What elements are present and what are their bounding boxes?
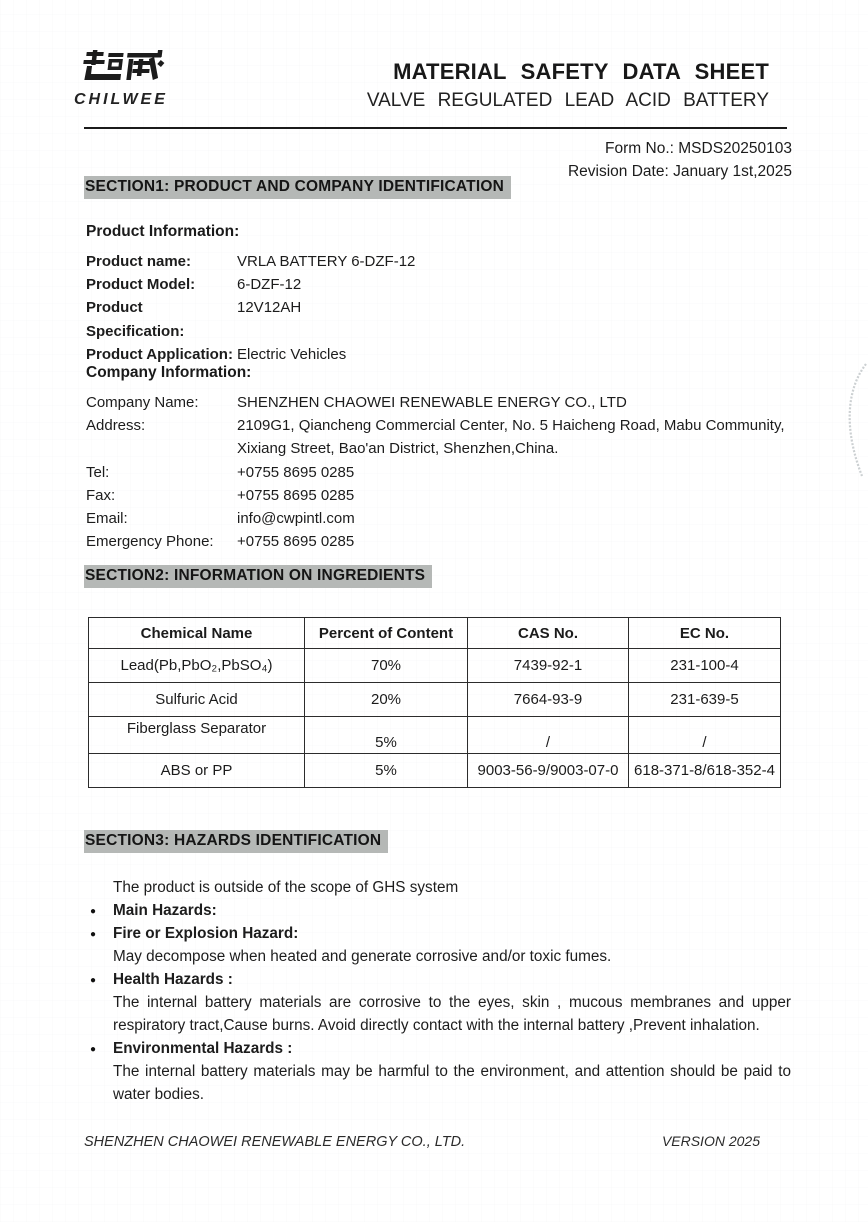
company-tel-value: +0755 8695 0285 <box>237 463 355 481</box>
ingredients-table <box>88 617 781 788</box>
table-row-lead <box>89 649 781 683</box>
health-hazards-text: The internal battery materials are corrosive to the eyes, skin , mucous membranes and upper respiratory tract,Cause burns. Avoid directly contact with the internal battery ,Prevent inhalation. <box>113 994 791 1034</box>
col-header-cas-no: CAS No. <box>468 618 629 649</box>
product-model-label: Product Model: <box>86 276 196 294</box>
ghs-scope-note: The product is outside of the scope of GHS system <box>113 879 459 896</box>
main-hazards-item <box>84 899 791 922</box>
section3-heading: SECTION3: HAZARDS IDENTIFICATION <box>84 830 388 853</box>
bullet-icon: ● <box>90 1044 97 1055</box>
product-name-label: Product name: <box>86 253 192 270</box>
section1-heading: SECTION1: PRODUCT AND COMPANY IDENTIFICATION <box>84 176 511 199</box>
table-row-abs-or-pp <box>89 754 781 788</box>
table-row-fiberglass-separator <box>89 717 781 754</box>
cell-cas-no: / <box>468 717 629 754</box>
company-address-row <box>86 414 790 460</box>
company-address-line2: Xixiang Street, Bao'an District, Shenzhen,China. <box>237 440 559 458</box>
health-hazards-item <box>84 968 791 991</box>
chilwee-logo-wordmark: CHILWEE <box>74 91 168 108</box>
company-email-value: info@cwpintl.com <box>237 510 355 528</box>
cell-chemical-name: Fiberglass Separator <box>89 717 305 754</box>
product-application-label: Product Application: <box>86 345 233 363</box>
company-name-row <box>86 391 790 414</box>
scan-artifact-arc <box>838 360 868 480</box>
company-name-label: Company Name: <box>86 394 199 411</box>
product-specification-row <box>86 296 790 342</box>
company-email-label: Email: <box>86 510 128 528</box>
hazards-identification-content <box>84 876 791 1106</box>
company-information-block <box>86 364 790 553</box>
cell-ec-no: / <box>629 717 781 754</box>
product-information-block <box>86 223 790 366</box>
document-title-block <box>367 58 769 115</box>
cell-chemical-name: Lead(Pb,PbO₂,PbSO₄) <box>89 649 305 683</box>
company-email-row <box>86 507 790 530</box>
main-hazards-label: Main Hazards: <box>113 902 217 919</box>
table-row-sulfuric-acid <box>89 683 781 717</box>
footer-version: VERSION 2025 <box>661 1133 760 1149</box>
company-fax-row <box>86 484 790 507</box>
cell-cas-no: 7439-92-1 <box>468 649 629 683</box>
product-information-heading: Product Information: <box>86 223 240 240</box>
company-fax-value: +0755 8695 0285 <box>237 486 355 504</box>
company-name-value: SHENZHEN CHAOWEI RENEWABLE ENERGY CO., LTD <box>237 394 627 411</box>
chilwee-logo <box>74 50 254 109</box>
cell-ec-no: 231-100-4 <box>629 649 781 683</box>
revision-date: Revision Date: January 1st,2025 <box>567 163 792 180</box>
cell-ec-no: 618-371-8/618-352-4 <box>629 754 781 788</box>
cell-cas-no: 9003-56-9/9003-07-0 <box>468 754 629 788</box>
product-name-value: VRLA BATTERY 6-DZF-12 <box>237 253 416 270</box>
cell-percent: 20% <box>305 683 468 717</box>
product-model-value: 6-DZF-12 <box>237 276 302 294</box>
section2-heading: SECTION2: INFORMATION ON INGREDIENTS <box>84 565 432 588</box>
company-address-value <box>237 414 790 460</box>
company-emergency-phone-label: Emergency Phone: <box>86 533 214 551</box>
environmental-hazards-item <box>84 1037 791 1060</box>
product-application-row <box>86 343 790 366</box>
document-title: MATERIAL SAFETY DATA SHEET <box>393 59 769 84</box>
col-header-ec-no: EC No. <box>629 618 781 649</box>
fire-explosion-hazard-item <box>84 922 791 945</box>
company-tel-label: Tel: <box>86 463 110 481</box>
page-footer <box>84 1133 788 1150</box>
fire-explosion-hazard-label: Fire or Explosion Hazard: <box>113 925 299 942</box>
product-name-row <box>86 250 790 273</box>
product-application-value: Electric Vehicles <box>237 345 347 363</box>
company-information-rows <box>86 391 790 553</box>
company-fax-label: Fax: <box>86 486 116 504</box>
product-information-rows <box>86 250 790 366</box>
bullet-icon: ● <box>90 975 97 986</box>
cell-cas-no: 7664-93-9 <box>468 683 629 717</box>
cell-chemical-name: ABS or PP <box>89 754 305 788</box>
cell-percent: 5% <box>305 754 468 788</box>
product-specification-value: 12V12AH <box>237 299 302 317</box>
health-hazards-label: Health Hazards : <box>113 971 233 988</box>
product-model-row <box>86 273 790 296</box>
company-address-label: Address: <box>86 417 146 435</box>
cell-ec-no: 231-639-5 <box>629 683 781 717</box>
company-emergency-phone-row <box>86 530 790 553</box>
form-number: Form No.: MSDS20250103 <box>605 140 792 157</box>
company-information-heading: Company Information: <box>86 364 252 381</box>
company-address-line1: 2109G1, Qiancheng Commercial Center, No. 5 Haicheng Road, Mabu Community, <box>237 417 785 435</box>
bullet-icon: ● <box>90 906 97 917</box>
bullet-icon: ● <box>90 929 97 940</box>
col-header-percent-of-content: Percent of Content <box>305 618 468 649</box>
ingredients-table-header-row <box>89 618 781 649</box>
footer-company-name: SHENZHEN CHAOWEI RENEWABLE ENERGY CO., LTD. <box>84 1134 466 1150</box>
product-specification-label: Product Specification: <box>86 299 185 340</box>
company-tel-row <box>86 461 790 484</box>
cell-chemical-name: Sulfuric Acid <box>89 683 305 717</box>
chilwee-logo-icon <box>74 50 254 90</box>
environmental-hazards-label: Environmental Hazards : <box>113 1040 293 1057</box>
cell-percent: 70% <box>305 649 468 683</box>
environmental-hazards-text: The internal battery materials may be harmful to the environment, and attention should be paid to water bodies. <box>113 1063 791 1103</box>
document-subtitle: VALVE REGULATED LEAD ACID BATTERY <box>366 90 769 111</box>
form-meta-block <box>568 137 792 183</box>
company-emergency-phone-value: +0755 8695 0285 <box>237 533 355 551</box>
header-divider <box>84 127 787 129</box>
fire-explosion-hazard-text: May decompose when heated and generate corrosive and/or toxic fumes. <box>113 948 612 965</box>
cell-percent: 5% <box>305 717 468 754</box>
col-header-chemical-name: Chemical Name <box>89 618 305 649</box>
